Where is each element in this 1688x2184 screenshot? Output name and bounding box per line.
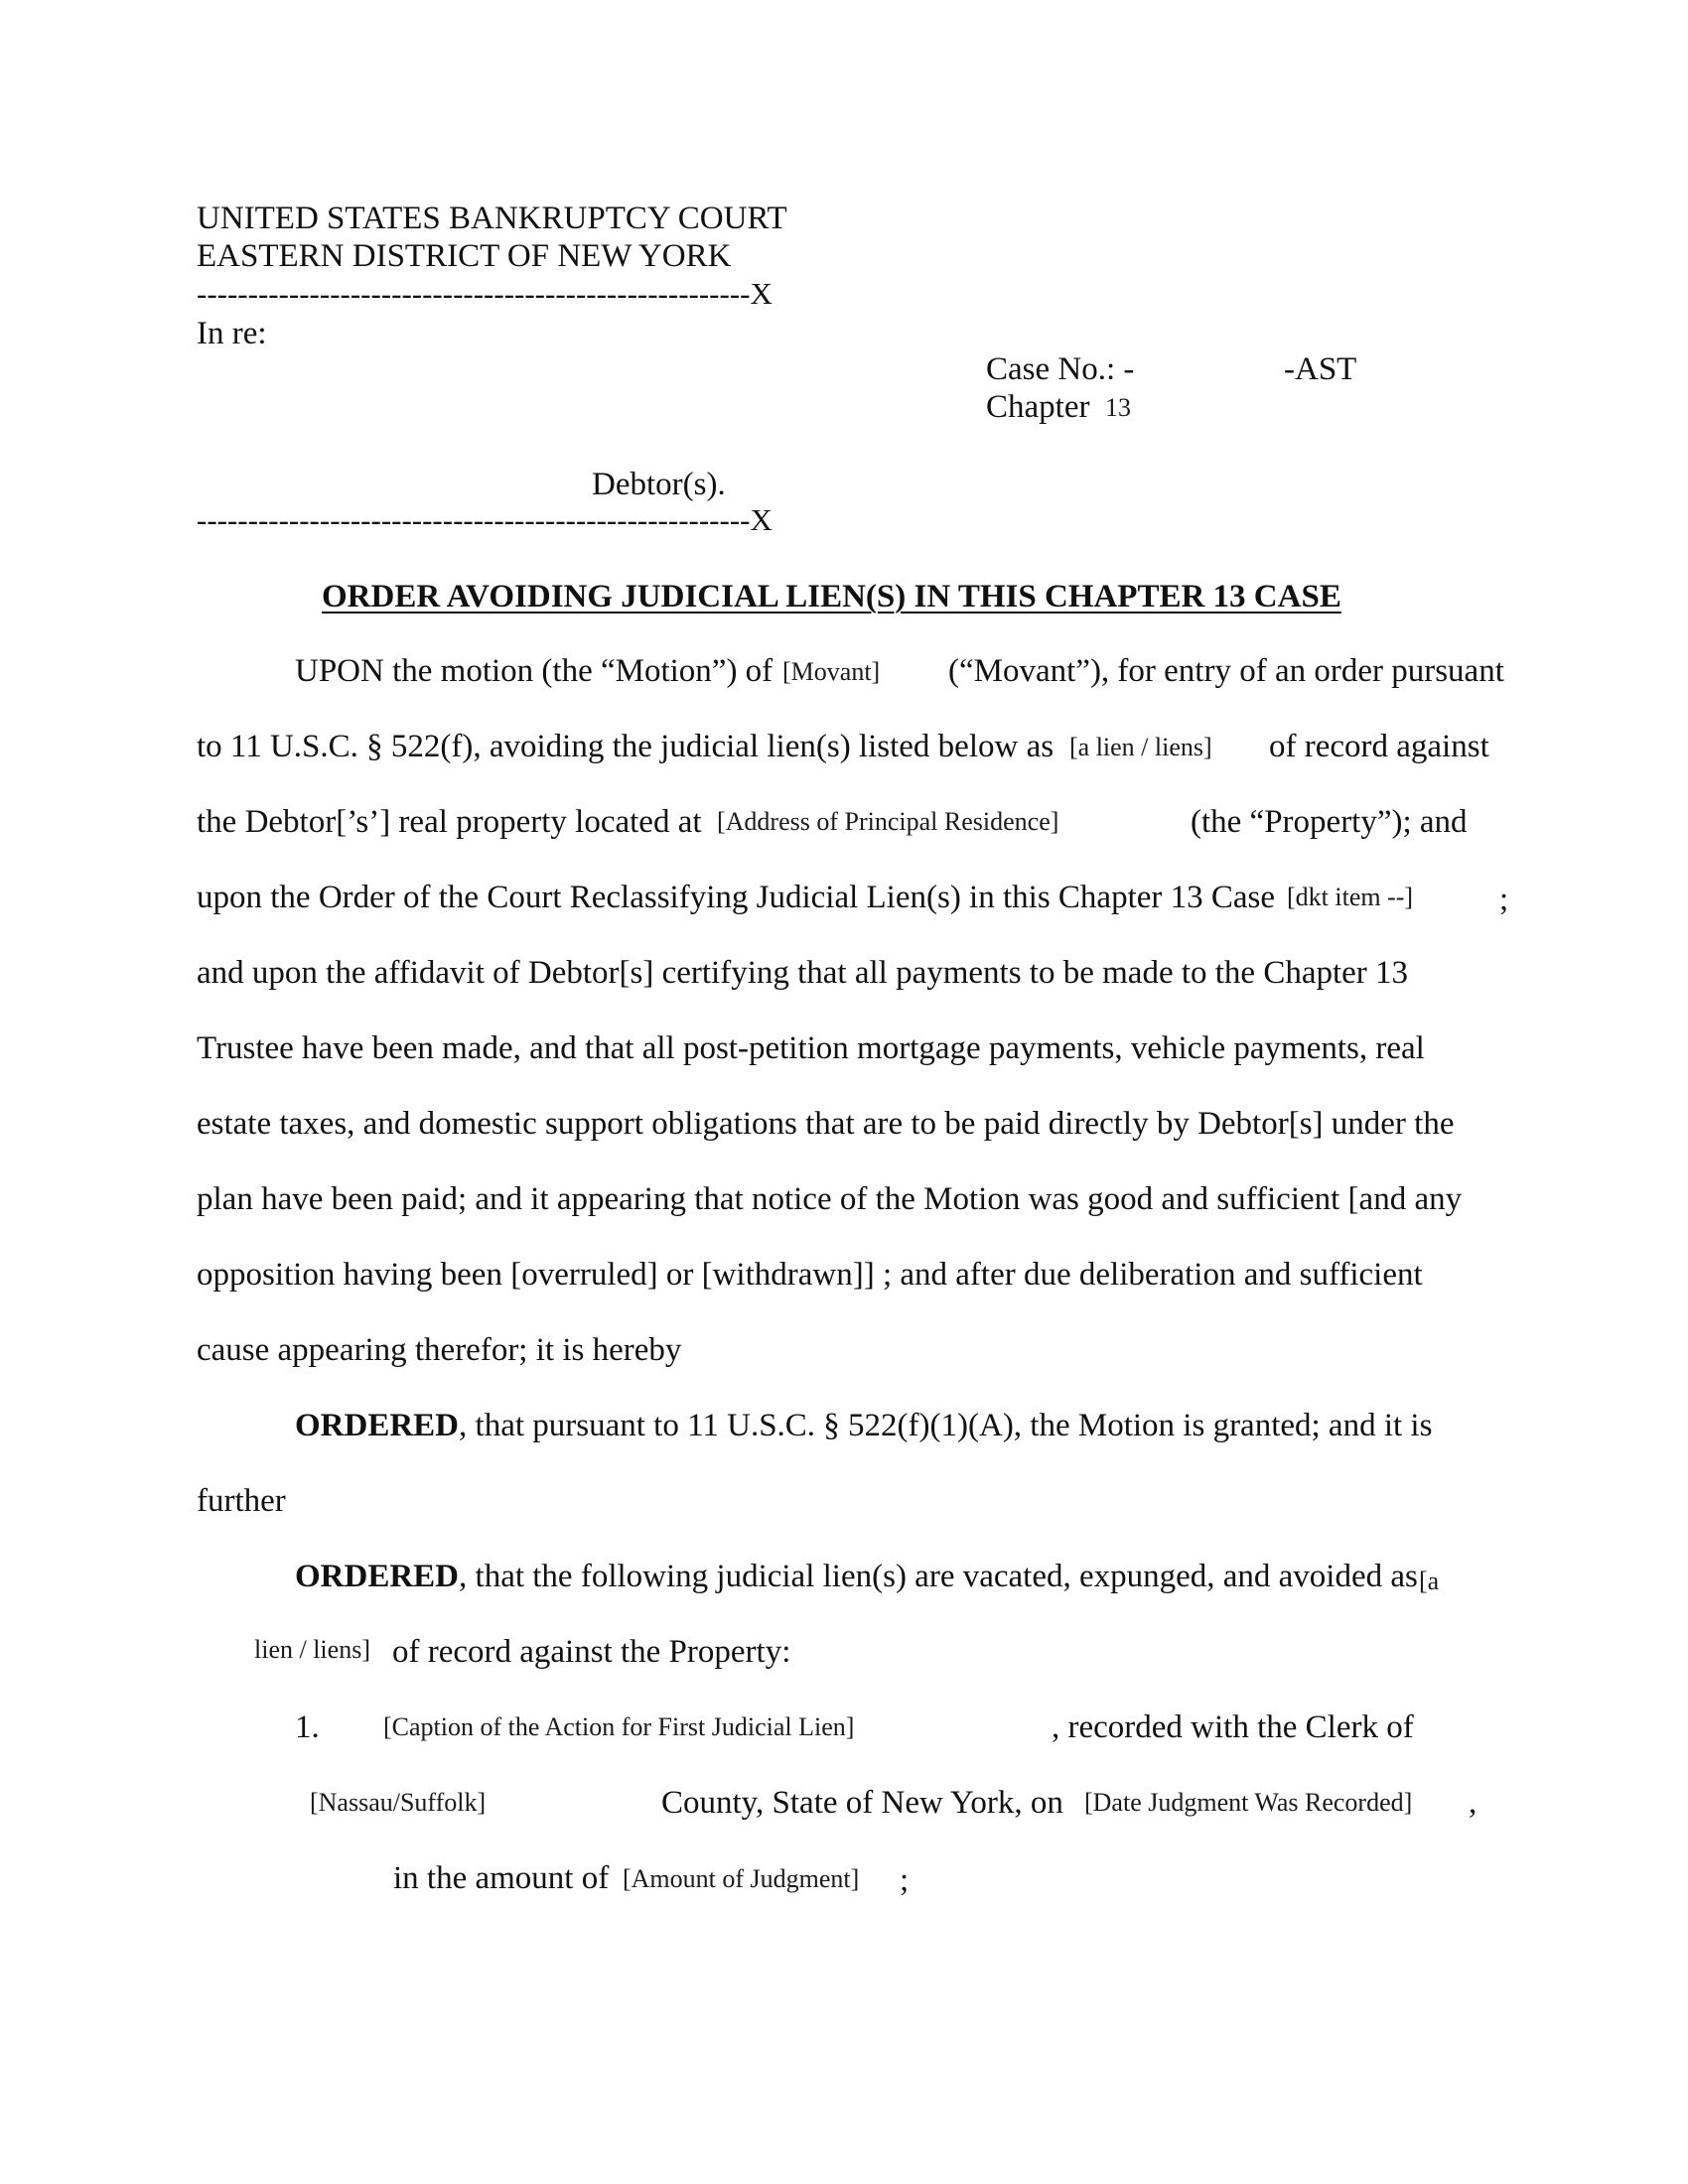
ordered-1-text: , that pursuant to 11 U.S.C. § 522(f)(1)(A), the Motion is granted; and it is bbox=[459, 1408, 1433, 1443]
ordered-paragraph-1 bbox=[295, 1410, 1432, 1442]
judgment-date-field[interactable]: [Date Judgment Was Recorded] bbox=[1084, 1788, 1413, 1817]
body-line-4b: ; bbox=[1499, 882, 1509, 917]
item-1-county-text: County, State of New York, on bbox=[661, 1785, 1063, 1821]
body-line-9: opposition having been [overruled] or [withdrawn]] ; and after due deliberation and sufficient bbox=[197, 1257, 1423, 1293]
lien-caption-field[interactable]: [Caption of the Action for First Judicial Lien] bbox=[383, 1712, 855, 1741]
lien-count-field-2-part1[interactable]: [a bbox=[1419, 1567, 1440, 1595]
item-1-recorded-text: , recorded with the Clerk of bbox=[1052, 1709, 1414, 1745]
body-line-4a: upon the Order of the Court Reclassifying Judicial Lien(s) in this Chapter 13 Case bbox=[197, 880, 1276, 915]
body-line-1b: (“Movant”), for entry of an order pursuant bbox=[948, 653, 1504, 689]
court-district: EASTERN DISTRICT OF NEW YORK bbox=[197, 238, 732, 274]
lien-count-field-2-part2[interactable]: lien / liens] bbox=[254, 1635, 370, 1664]
order-title: ORDER AVOIDING JUDICIAL LIEN(S) IN THIS CHAPTER 13 CASE bbox=[322, 579, 1341, 614]
body-line-8: plan have been paid; and it appearing that notice of the Motion was good and sufficient [and any bbox=[197, 1181, 1463, 1217]
ordered-label: ORDERED bbox=[295, 1408, 460, 1443]
case-number-label: Case No.: - bbox=[986, 351, 1135, 387]
docket-item-field[interactable]: [dkt item --] bbox=[1287, 883, 1414, 911]
ordered-paragraph-2 bbox=[295, 1561, 1418, 1593]
body-line-7: estate taxes, and domestic support obligations that are to be paid directly by Debtor[s] under the bbox=[197, 1106, 1455, 1142]
body-line-1a: UPON the motion (the “Motion”) of bbox=[295, 653, 774, 689]
judgment-amount-field[interactable]: [Amount of Judgment] bbox=[623, 1864, 860, 1893]
ordered-label: ORDERED bbox=[295, 1559, 460, 1594]
body-line-2a: to 11 U.S.C. § 522(f), avoiding the judicial lien(s) listed below as bbox=[197, 729, 1055, 764]
court-name: UNITED STATES BANKRUPTCY COURT bbox=[197, 201, 787, 236]
caption-separator-top: ------------------------------------------------------X bbox=[197, 276, 773, 311]
ordered-2-continuation: of record against the Property: bbox=[392, 1634, 791, 1670]
item-1-number: 1. bbox=[295, 1709, 320, 1745]
debtors-label: Debtor(s). bbox=[592, 467, 726, 502]
body-line-6: Trustee have been made, and that all post-petition mortgage payments, vehicle payments, real bbox=[197, 1030, 1425, 1066]
movant-field[interactable]: [Movant] bbox=[782, 657, 881, 686]
chapter-value-field[interactable]: 13 bbox=[1105, 393, 1131, 422]
chapter-label: Chapter bbox=[986, 389, 1090, 425]
body-line-5: and upon the affidavit of Debtor[s] certifying that all payments to be made to the Chapter 13 bbox=[197, 955, 1409, 991]
body-line-3b: (the “Property”); and bbox=[1191, 804, 1468, 840]
body-line-3a: the Debtor[’s’] real property located at bbox=[197, 804, 702, 840]
lien-count-field[interactable]: [a lien / liens] bbox=[1069, 733, 1212, 761]
item-1-comma: , bbox=[1469, 1785, 1477, 1821]
case-number-suffix: -AST bbox=[1284, 351, 1357, 387]
ordered-1-continuation: further bbox=[197, 1483, 286, 1519]
body-line-10: cause appearing therefor; it is hereby bbox=[197, 1332, 682, 1368]
item-1-semicolon: ; bbox=[900, 1862, 910, 1898]
in-re-label: In re: bbox=[197, 316, 267, 351]
property-address-field[interactable]: [Address of Principal Residence] bbox=[717, 807, 1059, 836]
item-1-amount-text: in the amount of bbox=[393, 1860, 610, 1896]
ordered-2-text: , that the following judicial lien(s) are vacated, expunged, and avoided as bbox=[459, 1559, 1418, 1594]
body-line-2b: of record against bbox=[1269, 729, 1489, 764]
county-field[interactable]: [Nassau/Suffolk] bbox=[310, 1788, 487, 1817]
caption-separator-bottom: ------------------------------------------------------X bbox=[197, 502, 773, 537]
